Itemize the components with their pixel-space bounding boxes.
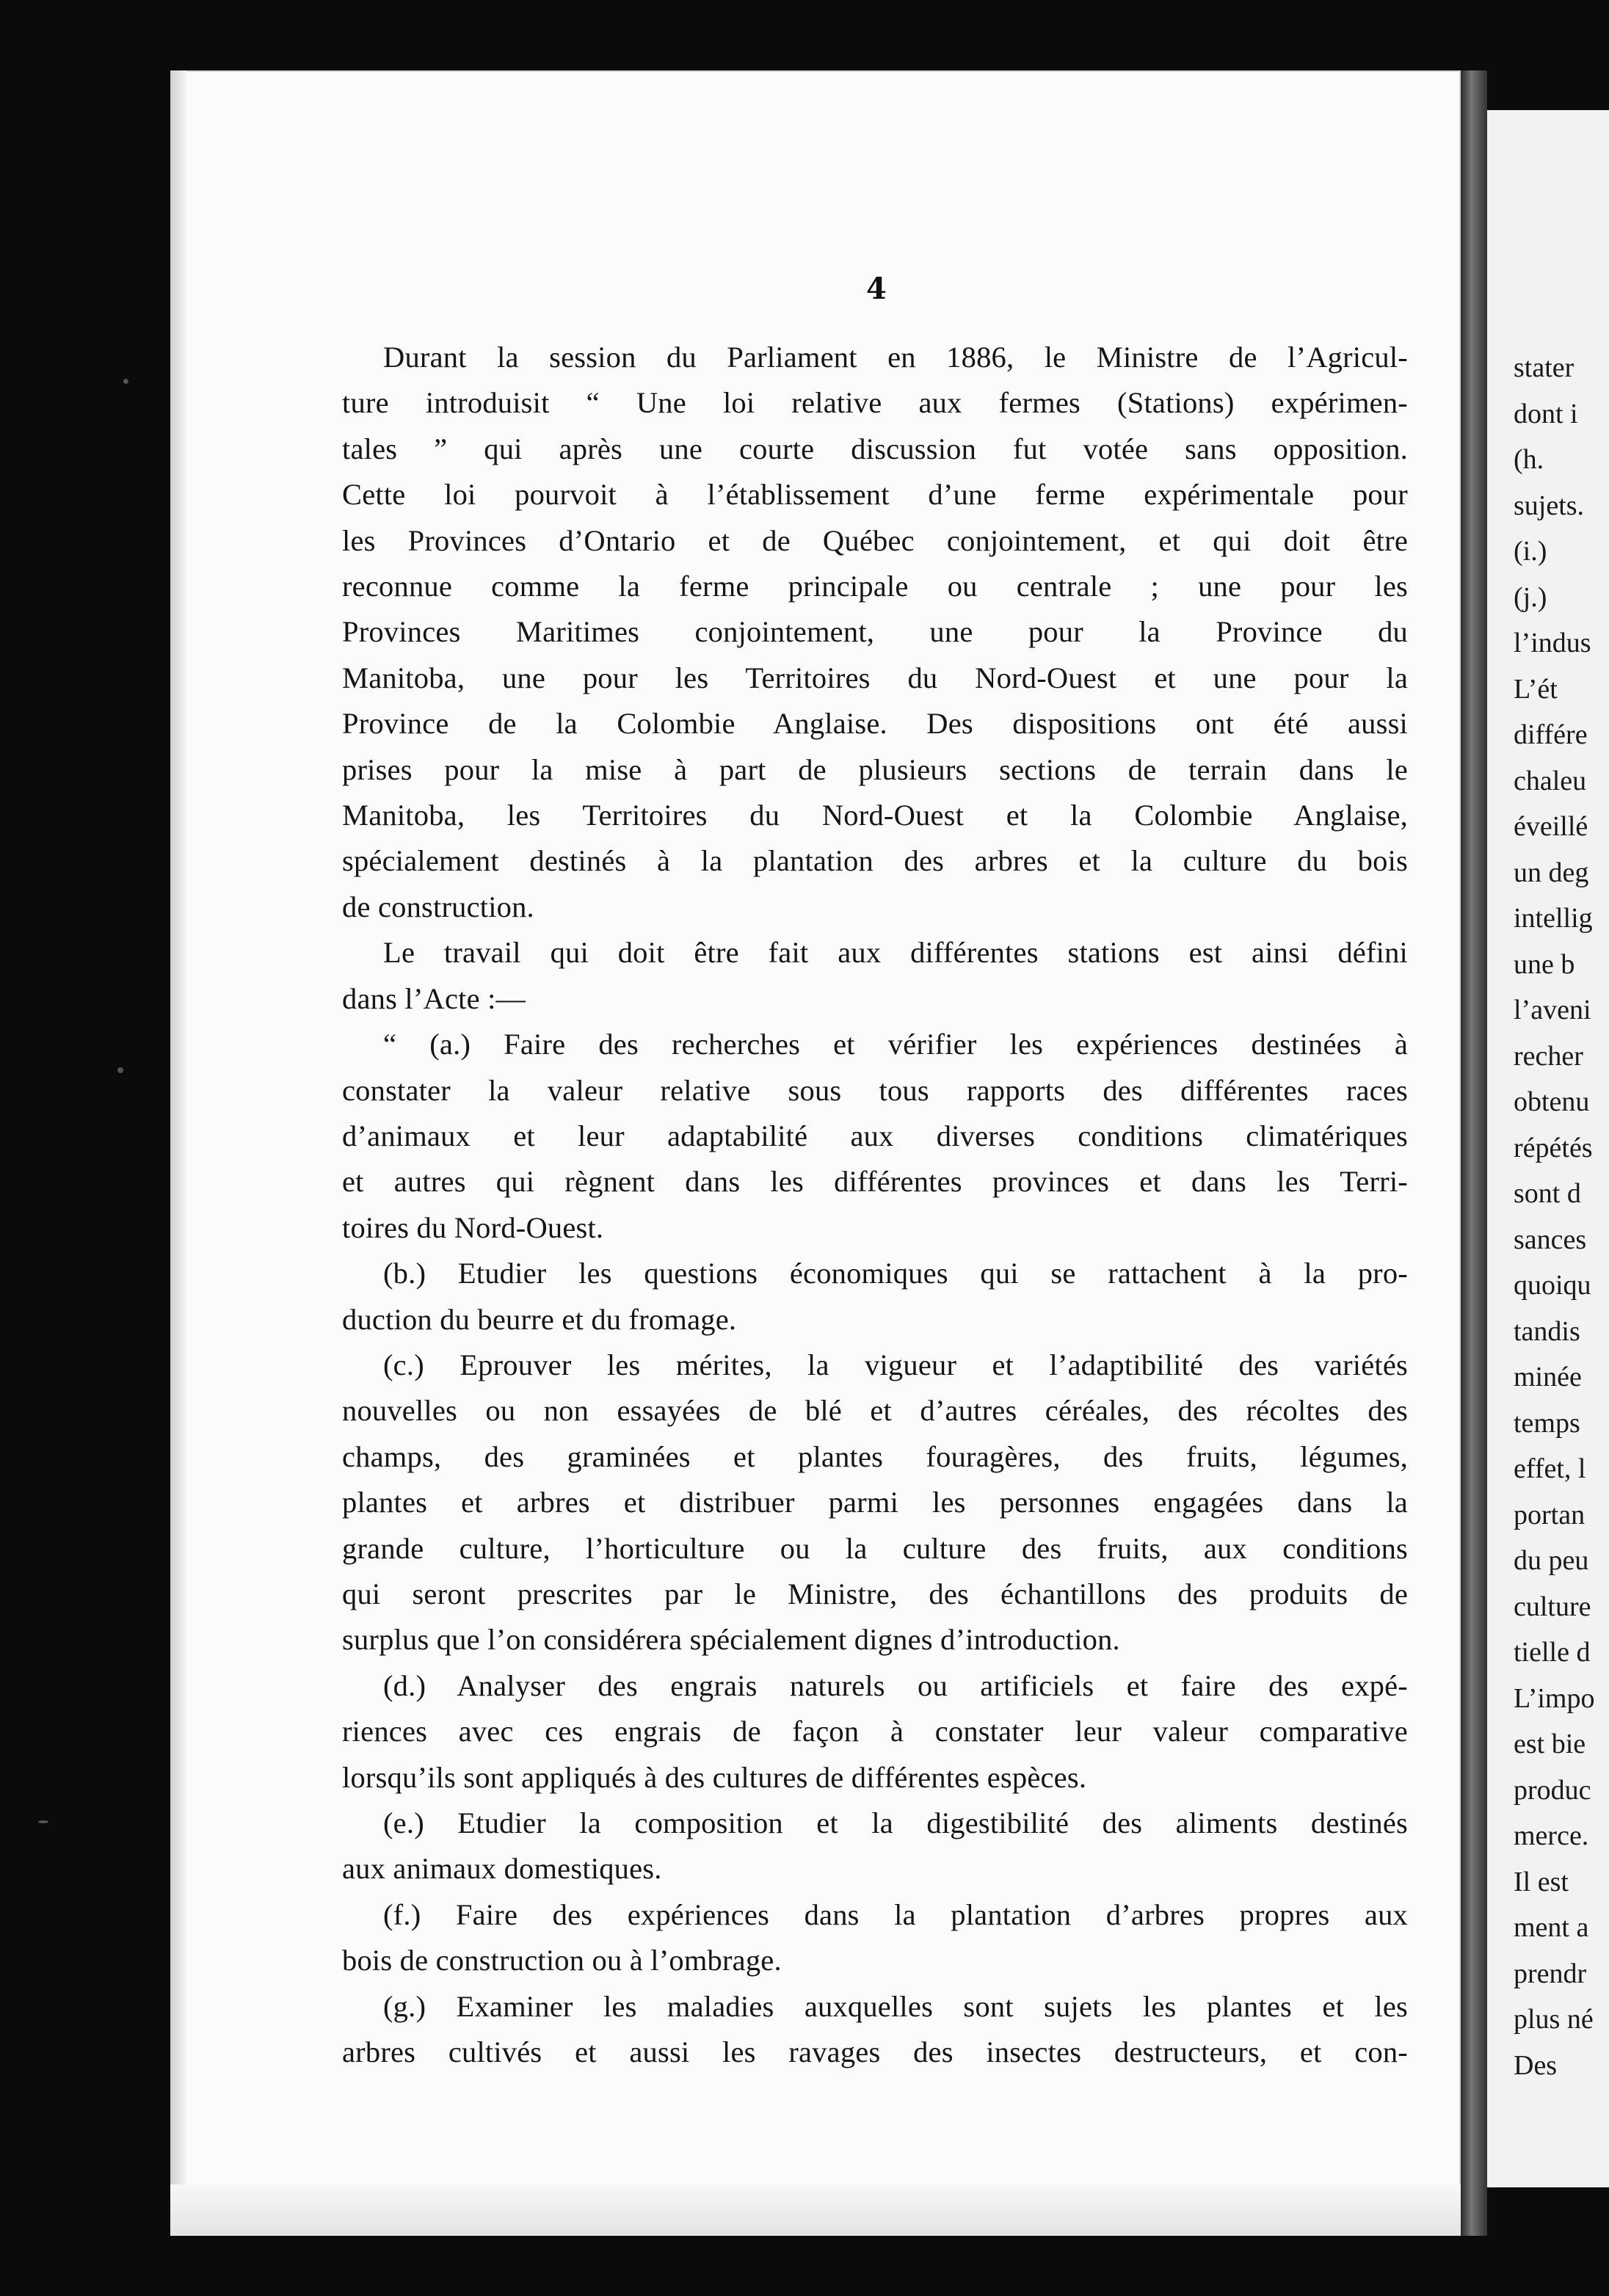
text-line: bois de construction ou à l’ombrage. <box>342 1944 782 1977</box>
next-page-fragment <box>1487 110 1609 2187</box>
next-page-line: un deg <box>1514 857 1589 888</box>
next-page-line: tielle d <box>1514 1637 1591 1668</box>
text-line: Provinces Maritimes conjointement, une pour la Province du <box>342 615 1408 649</box>
text-line: prises pour la mise à part de plusieurs sections de terrain dans le <box>342 752 1408 786</box>
text-line: (e.) Etudier la composition et la digestibilité des aliments destinés <box>383 1806 1408 1839</box>
text-line: (g.) Examiner les maladies auxquelles sont sujets les plantes et les <box>383 1989 1408 2023</box>
text-line: reconnue comme la ferme principale ou centrale ; une pour les <box>342 570 1408 603</box>
text-line: (c.) Eprouver les mérites, la vigueur et l’adaptibilité des variétés <box>383 1348 1408 1381</box>
text-line: constater la valeur relative sous tous rapports des différentes races <box>342 1073 1408 1107</box>
next-page-line: répétés <box>1514 1132 1593 1163</box>
text-line: toires du Nord-Ouest. <box>342 1210 604 1244</box>
next-page-line: effet, l <box>1514 1453 1586 1484</box>
body-text <box>342 335 1408 2075</box>
next-page-line: tandis <box>1514 1315 1580 1347</box>
next-page-line: chaleu <box>1514 765 1587 796</box>
page-left-edge <box>170 70 186 2236</box>
text-line: tales ” qui après une courte discussion fut votée sans opposition. <box>342 432 1408 465</box>
next-page-line: L’ét <box>1514 673 1558 705</box>
next-page-line: recher <box>1514 1040 1583 1072</box>
text-line: grande culture, l’horticulture ou la culture des fruits, aux conditions <box>342 1531 1408 1565</box>
next-page-line: (i.) <box>1514 536 1547 567</box>
text-line: riences avec ces engrais de façon à constater leur valeur comparative <box>342 1715 1408 1748</box>
text-line: plantes et arbres et distribuer parmi les personnes engagées dans la <box>342 1486 1408 1519</box>
speck-mark <box>38 1820 48 1823</box>
next-page-line: quoiqu <box>1514 1270 1591 1301</box>
text-line: champs, des graminées et plantes fouragères, des fruits, légumes, <box>342 1439 1408 1473</box>
next-page-line: stater <box>1514 352 1575 383</box>
next-page-line: Des <box>1514 2049 1558 2081</box>
text-line: qui seront prescrites par le Ministre, des échantillons des produits de <box>342 1577 1408 1610</box>
next-page-line: l’indus <box>1514 628 1591 658</box>
page-bottom-edge <box>170 2184 1461 2236</box>
next-page-line: plus né <box>1514 2004 1594 2035</box>
next-page-line: Il est <box>1514 1866 1569 1897</box>
text-line: spécialement destinés à la plantation des arbres et la culture du bois <box>342 844 1408 878</box>
text-line: et autres qui règnent dans les différentes provinces et dans les Terri- <box>342 1165 1408 1199</box>
next-page-line: sances <box>1514 1224 1587 1255</box>
text-line: nouvelles ou non essayées de blé et d’autres céréales, des récoltes des <box>342 1394 1408 1428</box>
next-page-line: sujets. <box>1514 490 1585 521</box>
next-page-line: (h. <box>1514 444 1544 475</box>
next-page-line: ment a <box>1514 1912 1589 1943</box>
text-line: aux animaux domestiques. <box>342 1852 662 1886</box>
next-page-line: temps <box>1514 1407 1580 1439</box>
next-page-line: différe <box>1514 719 1588 750</box>
next-page-line: est bie <box>1514 1729 1586 1759</box>
next-page-line: minée <box>1514 1362 1582 1392</box>
text-line: Cette loi pourvoit à l’établissement d’une ferme expérimentale pour <box>342 478 1408 512</box>
next-page-text <box>1514 345 1609 2088</box>
next-page-line: sont d <box>1514 1178 1581 1209</box>
next-page-line: (j.) <box>1514 581 1547 613</box>
text-line: Le travail qui doit être fait aux différentes stations est ainsi défini <box>383 936 1408 970</box>
next-page-line: l’aveni <box>1514 995 1591 1025</box>
text-line: Province de la Colombie Anglaise. Des dispositions ont été aussi <box>342 707 1408 741</box>
text-line: dans l’Acte :— <box>342 981 526 1015</box>
text-line: arbres cultivés et aussi les ravages des insectes destructeurs, et con- <box>342 2035 1408 2069</box>
text-line: Manitoba, une pour les Territoires du Nord-Ouest et une pour la <box>342 661 1408 694</box>
speck-mark <box>123 379 128 384</box>
next-page-line: éveillé <box>1514 811 1588 842</box>
next-page-line: intellig <box>1514 903 1593 934</box>
speck-mark <box>117 1067 123 1073</box>
next-page-line: prendr <box>1514 1958 1587 1989</box>
text-line: surplus que l’on considérera spécialement dignes d’introduction. <box>342 1623 1120 1657</box>
next-page-line: L’impo <box>1514 1682 1595 1714</box>
text-line: de construction. <box>342 890 534 923</box>
text-line: (f.) Faire des expériences dans la plantation d’arbres propres aux <box>383 1897 1408 1931</box>
next-page-line: merce. <box>1514 1820 1589 1851</box>
text-line: les Provinces d’Ontario et de Québec conjointement, et qui doit être <box>342 523 1408 557</box>
text-line: Durant la session du Parliament en 1886, le Ministre de l’Agricul- <box>383 341 1408 374</box>
next-page-line: du peu <box>1514 1545 1589 1576</box>
next-page-line: une b <box>1514 948 1575 980</box>
next-page-line: dont i <box>1514 398 1578 429</box>
book-gutter <box>1461 70 1487 2236</box>
text-line: d’animaux et leur adaptabilité aux diverses conditions climatériques <box>342 1119 1408 1152</box>
text-line: lorsqu’ils sont appliqués à des cultures de différentes espèces. <box>342 1760 1087 1794</box>
text-line: Manitoba, les Territoires du Nord-Ouest et la Colombie Anglaise, <box>342 799 1408 832</box>
text-line: “ (a.) Faire des recherches et vérifier les expériences destinées à <box>383 1028 1408 1061</box>
next-page-line: culture <box>1514 1591 1591 1622</box>
next-page-line: portan <box>1514 1499 1586 1530</box>
text-line: (d.) Analyser des engrais naturels ou artificiels et faire des expé- <box>383 1668 1408 1702</box>
text-line: (b.) Etudier les questions économiques qui se rattachent à la pro- <box>383 1257 1408 1290</box>
next-page-line: obtenu <box>1514 1086 1590 1117</box>
text-line: duction du beurre et du fromage. <box>342 1302 737 1336</box>
text-line: ture introduisit “ Une loi relative aux fermes (Stations) expérimen- <box>342 386 1408 420</box>
page-number: 4 <box>866 272 887 306</box>
next-page-line: produc <box>1514 1774 1591 1806</box>
